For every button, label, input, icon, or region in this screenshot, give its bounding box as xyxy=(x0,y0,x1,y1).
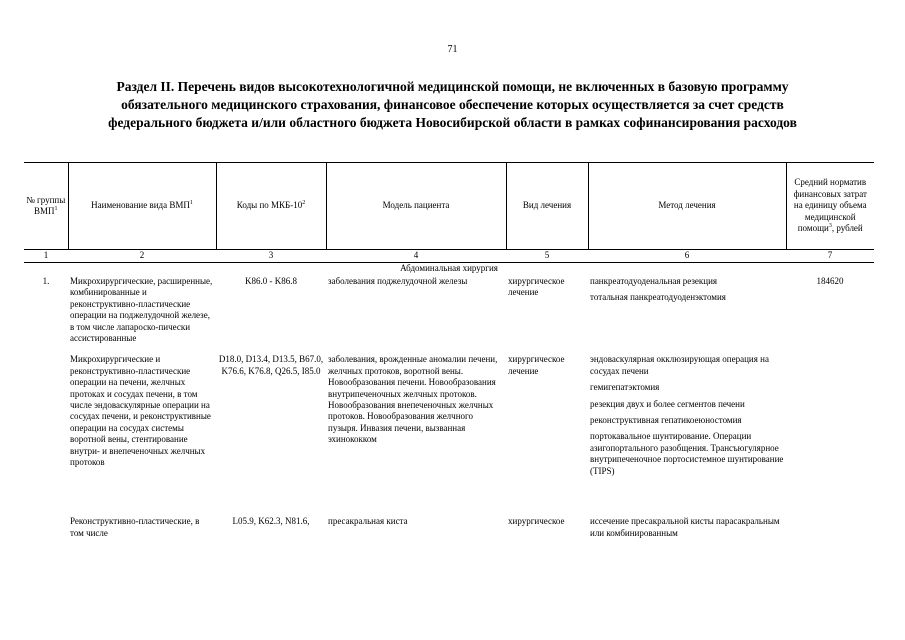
icd-codes: D18.0, D13.4, D13.5, B67.0, K76.6, K76.8, Q26.5, I85.0 xyxy=(218,354,324,376)
column-number: 6 xyxy=(588,250,786,263)
header-vmp-name: Наименование вида ВМП$^1$ xyxy=(68,163,216,250)
header-patient-model: Модель пациента xyxy=(326,163,506,250)
treatment-method: реконструктивная гепатикоеюностомия xyxy=(590,415,742,426)
section-title-heading xyxy=(40,78,865,132)
header-icd-codes: Коды по МКБ-$10^2$ xyxy=(216,163,326,250)
treatment-method: портокавальное шунтирование. Операции азигопортального разобщения. Трансъюгулярное внутрипеченочное портосистемное шунтирование (TIPS) xyxy=(590,431,784,476)
column-number: 3 xyxy=(216,250,326,263)
treatment-methods xyxy=(588,276,786,344)
treatment-type: хирургическое лечение xyxy=(508,276,565,298)
header-group-no: № группы ВМП$^1$ xyxy=(24,163,68,250)
vmp-table xyxy=(24,162,874,544)
treatment-method: иссечение пресакральной кисты парасакральным или комбинированным xyxy=(590,516,780,538)
column-number: 5 xyxy=(506,250,588,263)
vmp-name: Реконструктивно-пластические, в том числе xyxy=(70,516,200,538)
title-line-2: обязательного медицинского страхования, финансовое обеспечение которых осуществляется за счет средств xyxy=(121,97,784,112)
treatment-method: тотальная панкреатодуоденэктомия xyxy=(590,292,726,303)
patient-model: заболевания, врожденные аномалии печени, желчных протоков, воротной вены. Новообразования печени. Новообразования внутрипеченочных желчных протоков. Новообразования внепеченочных желчных протоков. Новообразования желчного пузыря. Инвазия печени, вызванная эхинококком xyxy=(328,354,498,445)
column-number: 2 xyxy=(68,250,216,263)
treatment-method: резекция двух и более сегментов печени xyxy=(590,398,745,409)
vmp-name: Микрохирургические, расширенные, комбинированные и реконструктивно-пластические операции на поджелудочной железе, в том числе лапароско-пически ассистированные xyxy=(70,276,213,344)
patient-model: пресакральная киста xyxy=(328,516,408,527)
section-heading: Абдоминальная хирургия xyxy=(400,263,498,273)
header-cost: Средний норматив финансовых затрат на единицу объема медицинской помощи$^3$, рублей xyxy=(786,163,874,250)
treatment-method: панкреатодуоденальная резекция xyxy=(590,276,718,286)
cost-value xyxy=(786,354,874,482)
icd-codes: K86.0 - K86.8 xyxy=(245,276,297,286)
treatment-methods xyxy=(588,354,786,482)
table-row xyxy=(24,276,874,344)
treatment-method: гемигепатэктомия xyxy=(590,382,660,393)
page-number: 71 xyxy=(447,44,458,55)
treatment-type: хирургическое лечение xyxy=(508,354,565,376)
column-number: 7 xyxy=(786,250,874,263)
column-number: 4 xyxy=(326,250,506,263)
treatment-type: хирургическое xyxy=(508,516,565,527)
header-treatment-type: Вид лечения xyxy=(506,163,588,250)
table-row xyxy=(24,516,874,544)
title-line-1: Раздел II. Перечень видов высокотехнологичной медицинской помощи, не включенных в базовую программу xyxy=(116,79,789,94)
patient-model: заболевания поджелудочной железы xyxy=(328,276,468,286)
group-number: 1. xyxy=(42,276,50,286)
group-number xyxy=(24,516,68,544)
cost-value xyxy=(786,516,874,544)
header-treatment-method: Метод лечения xyxy=(588,163,786,250)
table-header-row xyxy=(24,163,874,250)
group-number xyxy=(24,354,68,482)
column-number: 1 xyxy=(24,250,68,263)
treatment-method: эндоваскулярная окклюзирующая операция на сосудах печени xyxy=(590,354,769,376)
treatment-methods xyxy=(588,516,786,544)
table-row xyxy=(24,354,874,482)
vmp-name: Микрохирургические и реконструктивно-пластические операции на печени, желчных протоках и сосудах печени, в том числе эндоваскулярные операции на сосудах печени, и реконструктивные операции на сосудах системы воротной вены, стентирование внутри- и внепеченочных желчных протоков xyxy=(70,354,211,468)
cost-value: 184620 xyxy=(816,276,844,286)
icd-codes: L05.9, K62.3, N81.6, xyxy=(232,516,310,527)
section-row xyxy=(24,263,874,277)
column-numbers-row xyxy=(24,250,874,263)
title-line-3: федерального бюджета и/или областного бюджета Новосибирской области в рамках софинансирования расходов xyxy=(108,115,797,130)
